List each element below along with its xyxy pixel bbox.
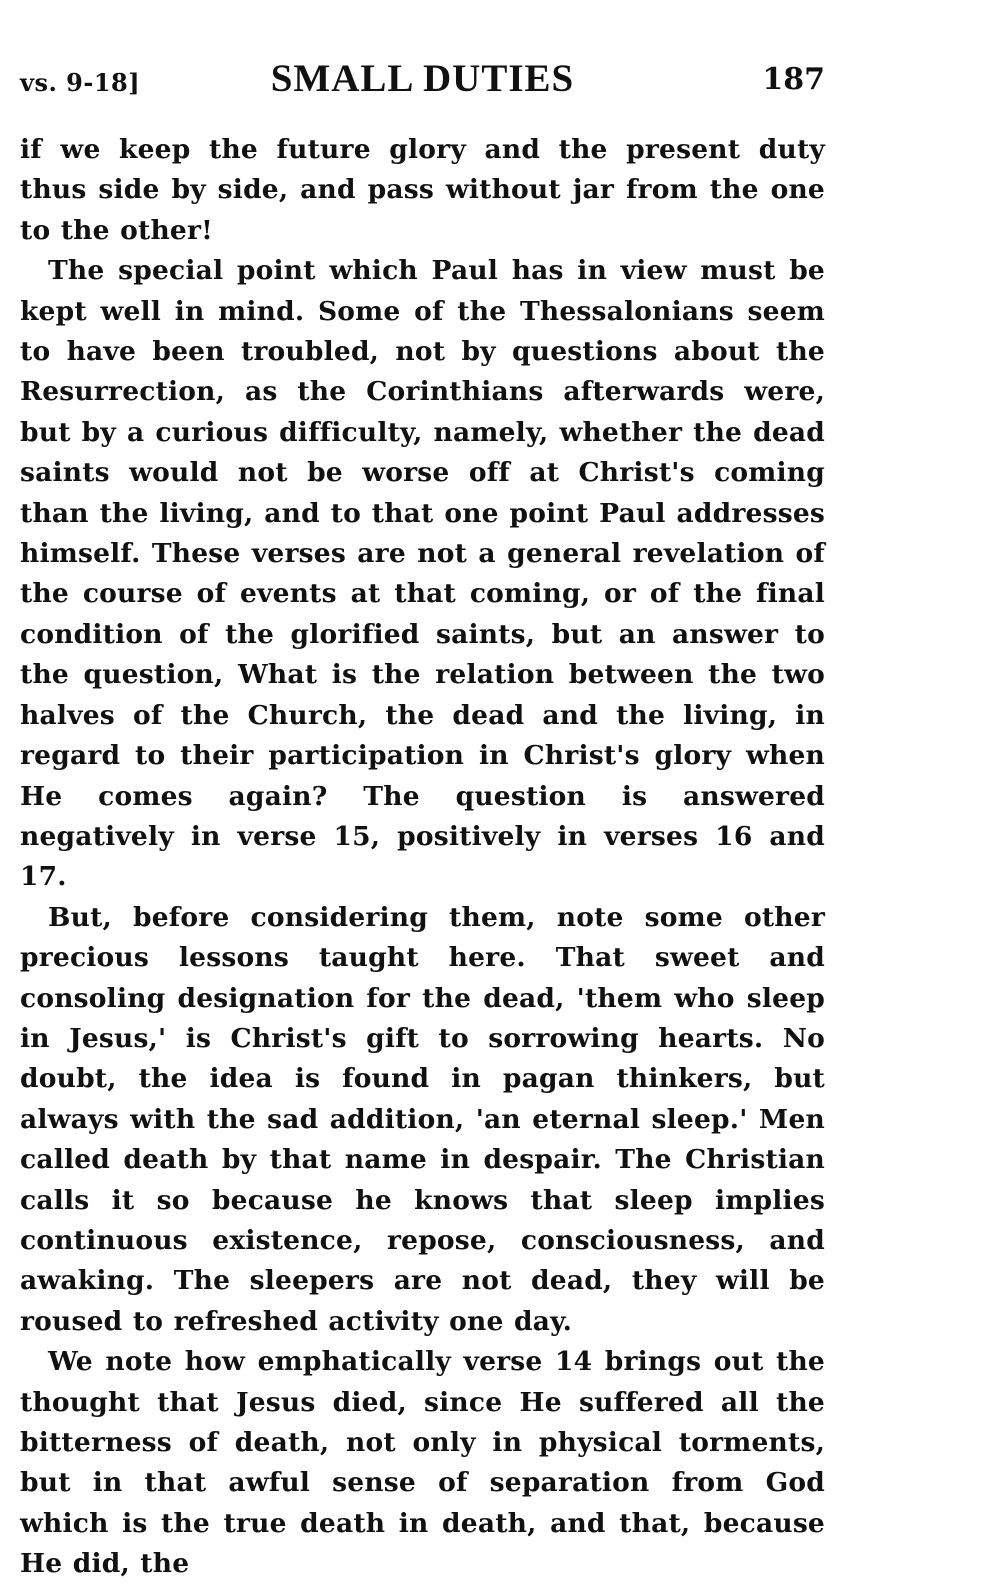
page-number: 187 [762, 62, 825, 97]
book-page [20, 56, 825, 1585]
running-head [20, 56, 825, 106]
paragraph-jesus-died: We note how emphatically verse 14 brings out the thought that Jesus died, since He suffered all the bitterness of death, not only in physical torments, but in that awful sense of separation from God which is the true death in death, and that, because He did, the [20, 1346, 825, 1580]
paragraph-continued: if we keep the future glory and the present duty thus side by side, and pass without jar from the one to the other! [20, 134, 825, 246]
verse-range: vs. 9-18] [20, 68, 141, 97]
paragraph-special-point: The special point which Paul has in view must be kept well in mind. Some of the Thessalonians seem to have been troubled, not by questions about the Resurrection, as the Corinthians afterwards were, but by a curious difficulty, namely, whether the dead saints would not be worse off at Christ's coming than the living, and to that one point Paul addresses himself. These verses are not a general revelation of the course of events at that coming, or of the final condition of the glorified saints, but an answer to the question, What is the relation between the two halves of the Church, the dead and the living, in regard to their participation in Christ's glory when He comes again? The question is answered negatively in verse 15, positively in verses 16 and 17. [20, 255, 825, 893]
body-text [20, 130, 825, 1585]
paragraph-precious-lessons: But, before considering them, note some other precious lessons taught here. That sweet and consoling designation for the dead, 'them who sleep in Jesus,' is Christ's gift to sorrowing hearts. No doubt, the idea is found in pagan thinkers, but always with the sad addition, 'an eternal sleep.' Men called death by that name in despair. The Christian calls it so because he knows that sleep implies continuous existence, repose, consciousness, and awaking. The sleepers are not dead, they will be roused to refreshed activity one day. [20, 901, 825, 1337]
chapter-title: SMALL DUTIES [270, 57, 575, 100]
